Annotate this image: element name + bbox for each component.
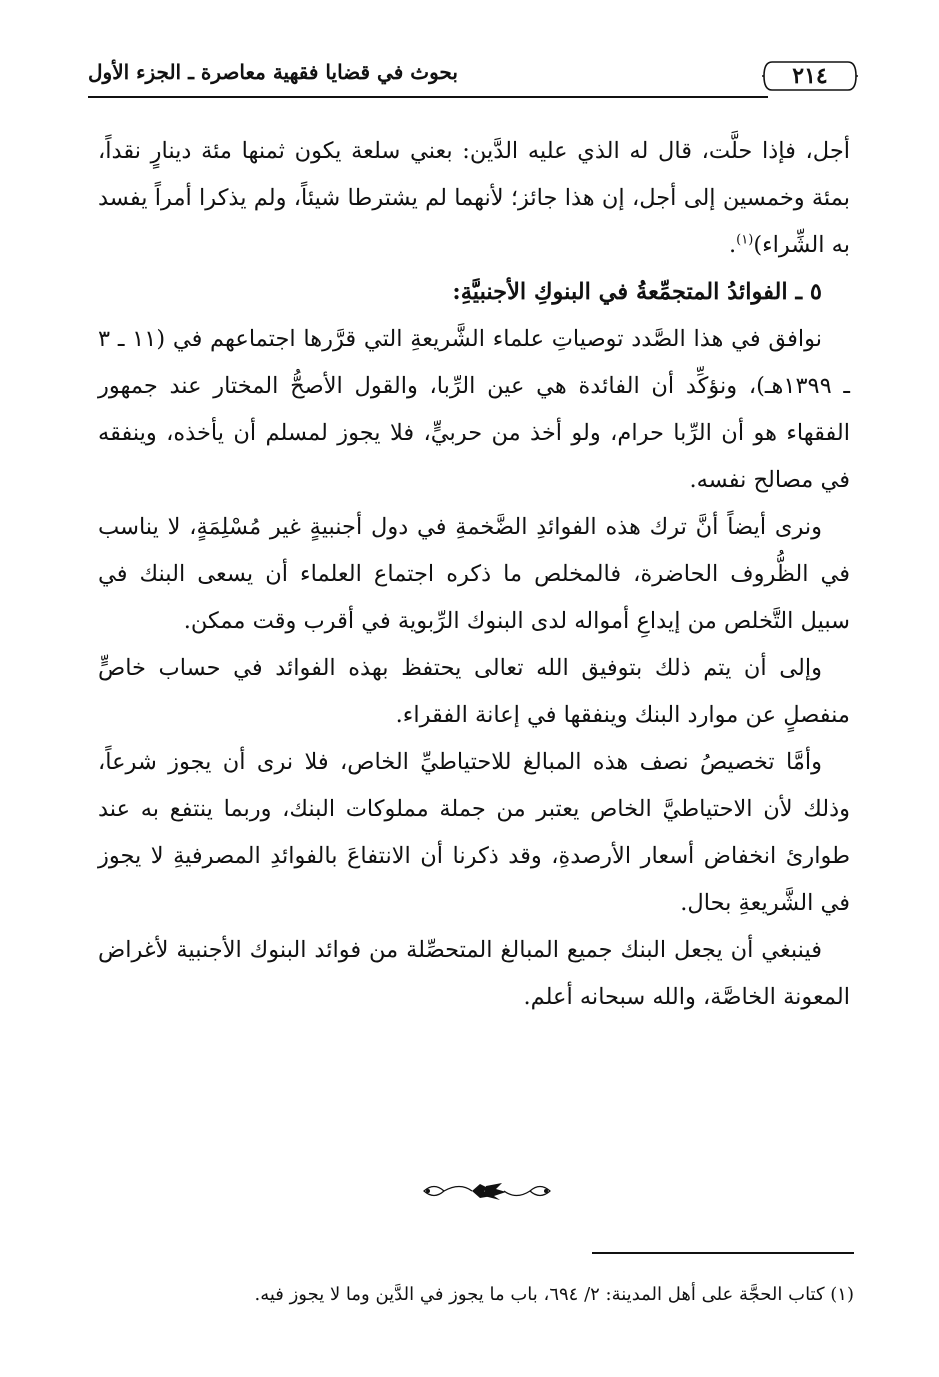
page-number: ٢١٤ — [792, 63, 828, 89]
paragraph-4: وإلى أن يتم ذلك بتوفيق الله تعالى يحتفظ بهذه الفوائد في حساب خاصٍّ منفصلٍ عن موارد البنك وينفقها في إعانة الفقراء. — [98, 655, 850, 728]
paragraph-2: نوافق في هذا الصَّدد توصياتِ علماء الشَّريعةِ التي قرَّرها اجتماعهم في (١١ ـ ٣ ـ ١٣٩٩هـ)، ونؤكِّد أن الفائدة هي عين الرِّبا، والقول الأصحُّ المختار عند جمهور الفقهاء هو أن الرِّبا حرام، ولو أخذ من حربيٍّ، فلا يجوز لمسلم أن يأخذه، وينفقه في مصالح نفسه. — [98, 326, 850, 493]
running-title: بحوث في قضايا فقهية معاصرة ـ الجزء الأول — [88, 60, 458, 84]
footnote-ref: (١) — [736, 232, 754, 248]
page-header — [88, 52, 858, 102]
header-rule — [88, 96, 768, 98]
footnote-rule — [592, 1252, 854, 1254]
body-text — [98, 128, 850, 1021]
paragraph-3: ونرى أيضاً أنَّ ترك هذه الفوائدِ الضَّخمةِ في دول أجنبيةٍ غير مُسْلِمَةٍ، لا يناسب في الظُّروف الحاضرة، فالمخلص ما ذكره اجتماع العلماء أن يسعى البنك في سبيل التَّخلص من إيداعِ أمواله لدى البنوك الرِّبوية في أقرب وقت ممكن. — [98, 514, 850, 634]
section-heading: ٥ ـ الفوائدُ المتجمِّعةُ في البنوكِ الأجنبيَّةِ: — [452, 279, 822, 305]
paragraph-1 — [98, 128, 850, 269]
page-number-frame — [762, 56, 858, 96]
footnote: (١) كتاب الحجَّة على أهل المدينة: ٢/ ٦٩٤، باب ما يجوز في الدَّين وما لا يجوز فيه. — [254, 1284, 854, 1305]
paragraph-1-text: أجل، فإذا حلَّت، قال له الذي عليه الدَّين: بعني سلعة يكون ثمنها مئة دينارٍ نقداً، بمئة وخمسين إلى أجل، إن هذا جائز؛ لأنهما لم يشترطا شيئاً، ولم يذكرا أمراً يفسد به الشِّراء) — [98, 138, 850, 258]
paragraph-6: فينبغي أن يجعل البنك جميع المبالغ المتحصِّلة من فوائد البنوك الأجنبية لأغراض المعونة الخاصَّة، والله سبحانه أعلم. — [98, 937, 850, 1010]
ornament-icon — [420, 1172, 554, 1210]
paragraph-1-end: . — [729, 232, 737, 258]
paragraph-5: وأمَّا تخصيصُ نصف هذه المبالغ للاحتياطيِّ الخاص، فلا نرى أن يجوز شرعاً، وذلك لأن الاحتياطيَّ الخاص يعتبر من جملة مملوكات البنك، وربما ينتفع به عند طوارئ انخفاض أسعار الأرصدةِ، وقد ذكرنا أن الانتفاعَ بالفوائدِ المصرفيةِ لا يجوز في الشَّريعةِ بحال. — [98, 749, 850, 916]
